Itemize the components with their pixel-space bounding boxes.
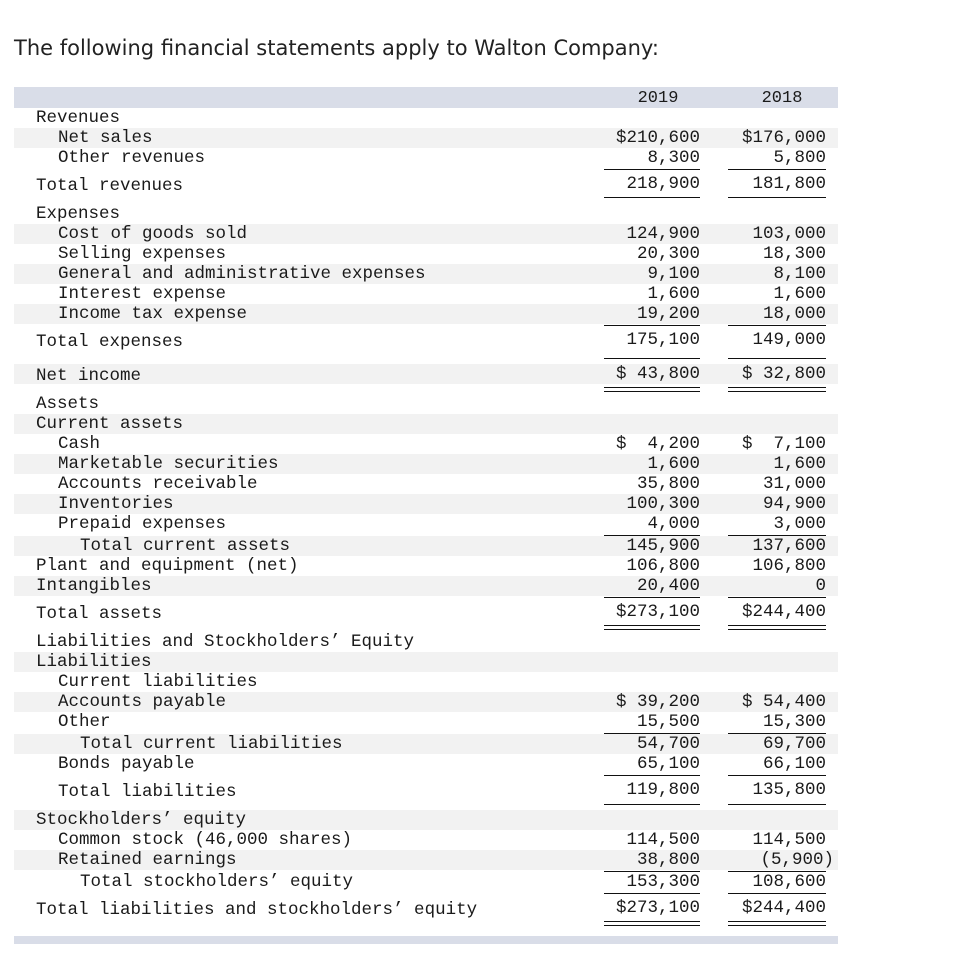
row-label-intangibles: Intangibles [36, 576, 152, 596]
plant-2018: 106,800 [752, 556, 826, 576]
underline [604, 169, 700, 170]
total-revenues-2018: 181,800 [752, 174, 826, 194]
underline [604, 893, 700, 894]
income-tax-2019: 19,200 [636, 304, 700, 324]
selling-2019: 20,300 [636, 244, 700, 264]
net-income-2019: $ 43,800 [615, 364, 700, 384]
row-label-ga: General and administrative expenses [58, 264, 426, 284]
section-expenses: Expenses [36, 204, 121, 224]
underline [728, 893, 826, 894]
receivable-2018: 31,000 [762, 474, 826, 494]
row-label-total-assets: Total assets [36, 604, 163, 624]
underline [604, 804, 700, 805]
other-2018: 15,300 [762, 712, 826, 732]
section-revenues: Revenues [36, 108, 121, 128]
total-assets-2018: $244,400 [741, 602, 826, 622]
row-label-cogs: Cost of goods sold [58, 224, 248, 244]
total-current-assets-2019: 145,900 [626, 536, 700, 556]
accounts-payable-2018: $ 54,400 [741, 692, 826, 712]
double-underline [604, 921, 700, 926]
row-label-common-stock: Common stock (46,000 shares) [58, 830, 353, 850]
row-label-accounts-payable: Accounts payable [58, 692, 227, 712]
marketable-2019: 1,600 [647, 454, 700, 474]
cash-2018: $ 7,100 [741, 434, 826, 454]
total-current-liabilities-2018: 69,700 [762, 734, 826, 754]
prepaid-2019: 4,000 [647, 514, 700, 534]
row-label-plant: Plant and equipment (net) [36, 556, 299, 576]
underline [728, 169, 826, 170]
total-liabilities-equity-2019: $273,100 [615, 898, 700, 918]
total-liabilities-equity-2018: $244,400 [741, 898, 826, 918]
row-label-interest: Interest expense [58, 284, 227, 304]
row-label-prepaid: Prepaid expenses [58, 514, 227, 534]
marketable-2018: 1,600 [773, 454, 826, 474]
row-label-other-revenues: Other revenues [58, 148, 206, 168]
cash-2019: $ 4,200 [615, 434, 700, 454]
total-expenses-2018: 149,000 [752, 330, 826, 350]
net-income-2018: $ 32,800 [741, 364, 826, 384]
row-label-retained-earnings: Retained earnings [58, 850, 237, 870]
underline [728, 358, 826, 359]
prepaid-2018: 3,000 [773, 514, 826, 534]
footer-band [14, 936, 838, 944]
ga-2019: 9,100 [647, 264, 700, 284]
row-label-marketable: Marketable securities [58, 454, 279, 474]
underline [604, 197, 700, 198]
underline [604, 358, 700, 359]
total-assets-2019: $273,100 [615, 602, 700, 622]
net-sales-2019: $210,600 [615, 128, 700, 148]
row-label-total-equity: Total stockholders’ equity [80, 872, 354, 892]
year-2018: 2018 [761, 89, 803, 108]
total-liabilities-2018: 135,800 [752, 780, 826, 800]
underline [728, 325, 826, 326]
total-current-liabilities-2019: 54,700 [636, 734, 700, 754]
net-sales-2018: $176,000 [741, 128, 826, 148]
underline [728, 804, 826, 805]
section-current-assets: Current assets [36, 414, 184, 434]
underline [728, 775, 826, 776]
total-revenues-2019: 218,900 [626, 174, 700, 194]
row-label-total-current-liabilities: Total current liabilities [80, 734, 343, 754]
inventories-2018: 94,900 [762, 494, 826, 514]
underline [604, 597, 700, 598]
total-expenses-2019: 175,100 [626, 330, 700, 350]
underline [728, 597, 826, 598]
underline [604, 325, 700, 326]
row-label-income-tax: Income tax expense [58, 304, 248, 324]
underline [604, 775, 700, 776]
double-underline [728, 387, 826, 392]
common-stock-2019: 114,500 [626, 830, 700, 850]
total-current-assets-2018: 137,600 [752, 536, 826, 556]
underline [728, 197, 826, 198]
row-label-bonds: Bonds payable [58, 754, 195, 774]
cogs-2018: 103,000 [752, 224, 826, 244]
double-underline [728, 921, 826, 926]
section-liabilities-equity: Liabilities and Stockholders’ Equity [36, 632, 415, 652]
total-equity-2018: 108,600 [752, 872, 826, 892]
row-label-inventories: Inventories [58, 494, 174, 514]
header-band [14, 87, 838, 108]
section-current-liabilities: Current liabilities [58, 672, 258, 692]
row-label-receivable: Accounts receivable [58, 474, 258, 494]
section-liabilities: Liabilities [36, 652, 152, 672]
receivable-2019: 35,800 [636, 474, 700, 494]
inventories-2019: 100,300 [626, 494, 700, 514]
bonds-2019: 65,100 [636, 754, 700, 774]
row-label-selling: Selling expenses [58, 244, 227, 264]
row-label-cash: Cash [58, 434, 101, 454]
row-label-other: Other [58, 712, 111, 732]
other-revenues-2019: 8,300 [647, 148, 700, 168]
ga-2018: 8,100 [773, 264, 826, 284]
retained-earnings-2019: 38,800 [636, 850, 700, 870]
cogs-2019: 124,900 [626, 224, 700, 244]
row-label-net-sales: Net sales [58, 128, 153, 148]
accounts-payable-2019: $ 39,200 [615, 692, 700, 712]
section-stockholders-equity: Stockholders’ equity [36, 810, 247, 830]
section-assets: Assets [36, 394, 100, 414]
intangibles-2019: 20,400 [636, 576, 700, 596]
common-stock-2018: 114,500 [752, 830, 826, 850]
intangibles-2018: 0 [815, 576, 826, 596]
intro-text: The following financial statements apply to Walton Company: [14, 36, 659, 60]
double-underline [728, 625, 826, 630]
interest-2019: 1,600 [647, 284, 700, 304]
income-tax-2018: 18,000 [762, 304, 826, 324]
row-label-total-liabilities: Total liabilities [58, 782, 237, 802]
interest-2018: 1,600 [773, 284, 826, 304]
double-underline [604, 387, 700, 392]
row-label-total-current-assets: Total current assets [80, 536, 291, 556]
row-label-total-expenses: Total expenses [36, 332, 184, 352]
year-2019: 2019 [637, 89, 679, 108]
other-2019: 15,500 [636, 712, 700, 732]
retained-earnings-2018: (5,900) [760, 850, 834, 870]
total-equity-2019: 153,300 [626, 872, 700, 892]
total-liabilities-2019: 119,800 [626, 780, 700, 800]
row-label-total-revenues: Total revenues [36, 176, 184, 196]
plant-2019: 106,800 [626, 556, 700, 576]
row-label-total-liabilities-equity: Total liabilities and stockholders’ equity [36, 900, 478, 920]
row-label-net-income: Net income [36, 366, 142, 386]
selling-2018: 18,300 [762, 244, 826, 264]
double-underline [604, 625, 700, 630]
bonds-2018: 66,100 [762, 754, 826, 774]
other-revenues-2018: 5,800 [773, 148, 826, 168]
